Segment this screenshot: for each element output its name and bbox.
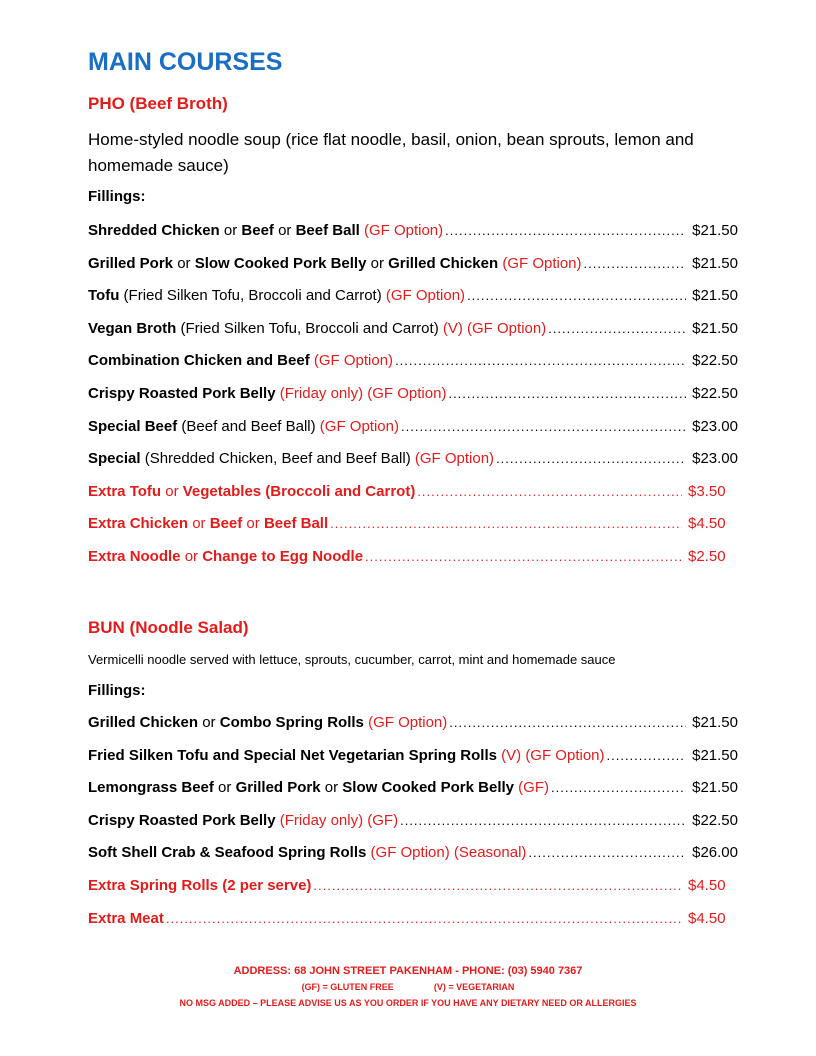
bun-menu-item: [88, 909, 738, 929]
pho-menu-item: [88, 384, 738, 404]
menu-item-price: $4.50: [688, 515, 726, 533]
bun-menu-item: [88, 713, 738, 733]
menu-item-text: Slow Cooked Pork Belly: [342, 779, 514, 797]
menu-item-text: or: [320, 779, 343, 797]
menu-item-price: $26.00: [692, 844, 738, 862]
pho-menu-item: [88, 319, 738, 339]
menu-item-text: Extra Tofu: [88, 482, 162, 500]
leader-dots: [400, 811, 686, 831]
pho-section-title: PHO (Beef Broth): [88, 94, 228, 113]
leader-dots: [401, 417, 686, 437]
leader-dots: [607, 746, 687, 766]
menu-item-text: (GF Option) (Seasonal): [366, 844, 527, 862]
menu-item-name: [88, 811, 398, 831]
menu-item-text: (Fried Silken Tofu, Broccoli and Carrot): [176, 319, 439, 337]
pho-menu-item: [88, 221, 738, 241]
menu-item-text: Extra Meat: [88, 909, 164, 927]
pho-fillings-label: Fillings:: [88, 188, 146, 205]
menu-item-text: Extra Chicken: [88, 515, 189, 533]
footer: [0, 963, 816, 1011]
pho-description: Home-styled noodle soup (rice flat noodle, basil, onion, bean sprouts, lemon and homemade sauce): [88, 130, 694, 175]
menu-item-price: $21.50: [692, 746, 738, 764]
menu-item-name: [88, 843, 526, 863]
leader-dots: [417, 482, 682, 502]
leader-dots: [395, 351, 686, 371]
menu-item-text: Extra Noodle: [88, 548, 181, 565]
menu-item-text: (V) (GF Option): [496, 746, 605, 764]
menu-item-price: $21.50: [692, 287, 738, 305]
menu-item-name: [88, 384, 446, 404]
menu-item-name: [88, 482, 415, 502]
menu-item-name: [88, 778, 549, 798]
leader-dots: [548, 319, 686, 339]
menu-item-text: or: [213, 779, 236, 797]
pho-menu-item: [88, 286, 738, 306]
menu-item-price: $21.50: [692, 319, 738, 337]
menu-item-text: Vegan Broth: [88, 319, 177, 337]
menu-item-price: $21.50: [692, 779, 738, 797]
pho-menu-item: [88, 254, 738, 274]
leader-dots: [528, 843, 686, 863]
menu-item-text: Soft Shell Crab & Seafood Spring Rolls: [88, 844, 367, 862]
menu-item-name: [88, 417, 399, 437]
page-title: MAIN COURSES: [88, 48, 283, 76]
menu-item-name: [88, 286, 465, 306]
menu-item-price: $22.50: [692, 385, 738, 402]
pho-menu-item: [88, 514, 738, 534]
menu-item-price: $22.50: [692, 352, 738, 370]
menu-item-text: (Beef and Beef Ball): [177, 417, 316, 435]
menu-item-text: Special: [88, 450, 141, 468]
pho-menu-item: [88, 482, 738, 502]
bun-menu-item: [88, 811, 738, 831]
menu-item-name: [88, 547, 363, 567]
menu-item-text: Lemongrass Beef: [88, 779, 214, 797]
menu-item-text: (Fried Silken Tofu, Broccoli and Carrot): [119, 287, 382, 305]
menu-item-name: [88, 319, 546, 339]
menu-item-text: (Friday only) (GF): [275, 811, 399, 829]
menu-item-text: Slow Cooked Pork Belly: [194, 254, 367, 272]
menu-item-name: [88, 254, 582, 274]
footer-legend: (GF) = GLUTEN FREE (V) = VEGETARIAN: [301, 982, 515, 992]
menu-item-text: Grilled Pork: [235, 779, 321, 797]
menu-item-text: (GF Option): [315, 417, 399, 435]
menu-item-text: (GF Option): [381, 287, 466, 305]
menu-item-name: [88, 876, 311, 896]
menu-item-name: [88, 351, 393, 371]
menu-item-text: or: [366, 254, 389, 272]
menu-item-text: or: [219, 222, 242, 239]
menu-item-text: Beef: [209, 515, 243, 533]
leader-dots: [166, 909, 682, 929]
menu-item-text: Beef Ball: [263, 515, 329, 533]
menu-item-text: Grilled Chicken: [388, 254, 499, 272]
leader-dots: [365, 547, 682, 567]
bun-menu-item: [88, 746, 738, 766]
menu-item-text: Vegetables (Broccoli and Carrot): [182, 482, 416, 500]
menu-item-text: or: [242, 515, 264, 533]
menu-item-name: [88, 713, 447, 733]
menu-item-text: Combo Spring Rolls: [219, 714, 364, 731]
leader-dots: [330, 514, 682, 534]
menu-item-text: (GF): [514, 779, 549, 797]
menu-item-name: [88, 746, 605, 766]
menu-item-text: or: [173, 254, 195, 272]
menu-item-price: $2.50: [688, 548, 726, 565]
leader-dots: [313, 876, 682, 896]
leader-dots: [551, 778, 686, 798]
menu-item-name: [88, 449, 494, 469]
bun-menu-item: [88, 876, 738, 896]
menu-item-text: (GF Option): [359, 222, 444, 239]
pho-menu-item: [88, 351, 738, 371]
menu-item-text: (Friday only) (GF Option): [275, 385, 447, 402]
menu-item-text: (GF Option): [363, 714, 448, 731]
menu-item-price: $21.50: [692, 254, 738, 272]
menu-item-price: $4.50: [688, 909, 726, 927]
menu-item-name: [88, 909, 164, 929]
menu-item-price: $3.50: [688, 482, 726, 500]
menu-item-price: $22.50: [692, 811, 738, 829]
bun-menu-item: [88, 843, 738, 863]
leader-dots: [467, 286, 686, 306]
leader-dots: [448, 384, 686, 404]
menu-item-text: Grilled Chicken: [88, 714, 199, 731]
bun-menu-item: [88, 778, 738, 798]
menu-item-price: $23.00: [692, 450, 738, 468]
pho-menu-item: [88, 547, 738, 567]
menu-item-text: Tofu: [88, 287, 120, 305]
footer-address: ADDRESS: 68 JOHN STREET PAKENHAM - PHONE: (03) 5940 7367: [233, 965, 583, 977]
bun-section-title: BUN (Noodle Salad): [88, 618, 249, 637]
footer-notice: NO MSG ADDED – PLEASE ADVISE US AS YOU ORDER IF YOU HAVE ANY DIETARY NEED OR ALLERGIES: [179, 998, 637, 1008]
menu-item-text: (Shredded Chicken, Beef and Beef Ball): [140, 450, 411, 468]
leader-dots: [496, 449, 686, 469]
menu-item-text: (GF Option): [498, 254, 582, 272]
menu-item-text: or: [198, 714, 220, 731]
menu-item-text: Crispy Roasted Pork Belly: [88, 811, 276, 829]
bun-fillings-label: Fillings:: [88, 682, 146, 699]
menu-item-text: or: [273, 222, 296, 239]
menu-item-text: Shredded Chicken: [88, 222, 220, 239]
menu-item-text: Beef Ball: [295, 222, 360, 239]
leader-dots: [445, 221, 686, 241]
menu-item-text: Extra Spring Rolls (2 per serve): [88, 877, 312, 894]
menu-item-name: [88, 514, 328, 534]
menu-item-text: Grilled Pork: [88, 254, 174, 272]
menu-item-text: Special Beef: [88, 417, 178, 435]
menu-item-text: (GF Option): [410, 450, 495, 468]
menu-item-name: [88, 221, 443, 241]
menu-item-text: Beef: [241, 222, 274, 239]
menu-item-text: (GF Option): [309, 352, 394, 370]
menu-item-text: Change to Egg Noodle: [202, 548, 364, 565]
menu-item-text: or: [188, 515, 210, 533]
menu-item-text: or: [180, 548, 203, 565]
menu-item-text: Crispy Roasted Pork Belly: [88, 385, 276, 402]
pho-menu-item: [88, 449, 738, 469]
leader-dots: [584, 254, 687, 274]
menu-item-text: Fried Silken Tofu and Special Net Vegetarian Spring Rolls: [88, 746, 497, 764]
pho-menu-item: [88, 417, 738, 437]
bun-description: Vermicelli noodle served with lettuce, sprouts, cucumber, carrot, mint and homemade sauce: [88, 652, 616, 667]
menu-item-text: (V) (GF Option): [438, 319, 547, 337]
leader-dots: [449, 713, 686, 733]
menu-item-price: $21.50: [692, 222, 738, 239]
menu-item-text: Combination Chicken and Beef: [88, 352, 310, 370]
menu-item-text: or: [161, 482, 183, 500]
menu-item-price: $21.50: [692, 714, 738, 731]
menu-item-price: $23.00: [692, 417, 738, 435]
menu-item-price: $4.50: [688, 877, 726, 894]
